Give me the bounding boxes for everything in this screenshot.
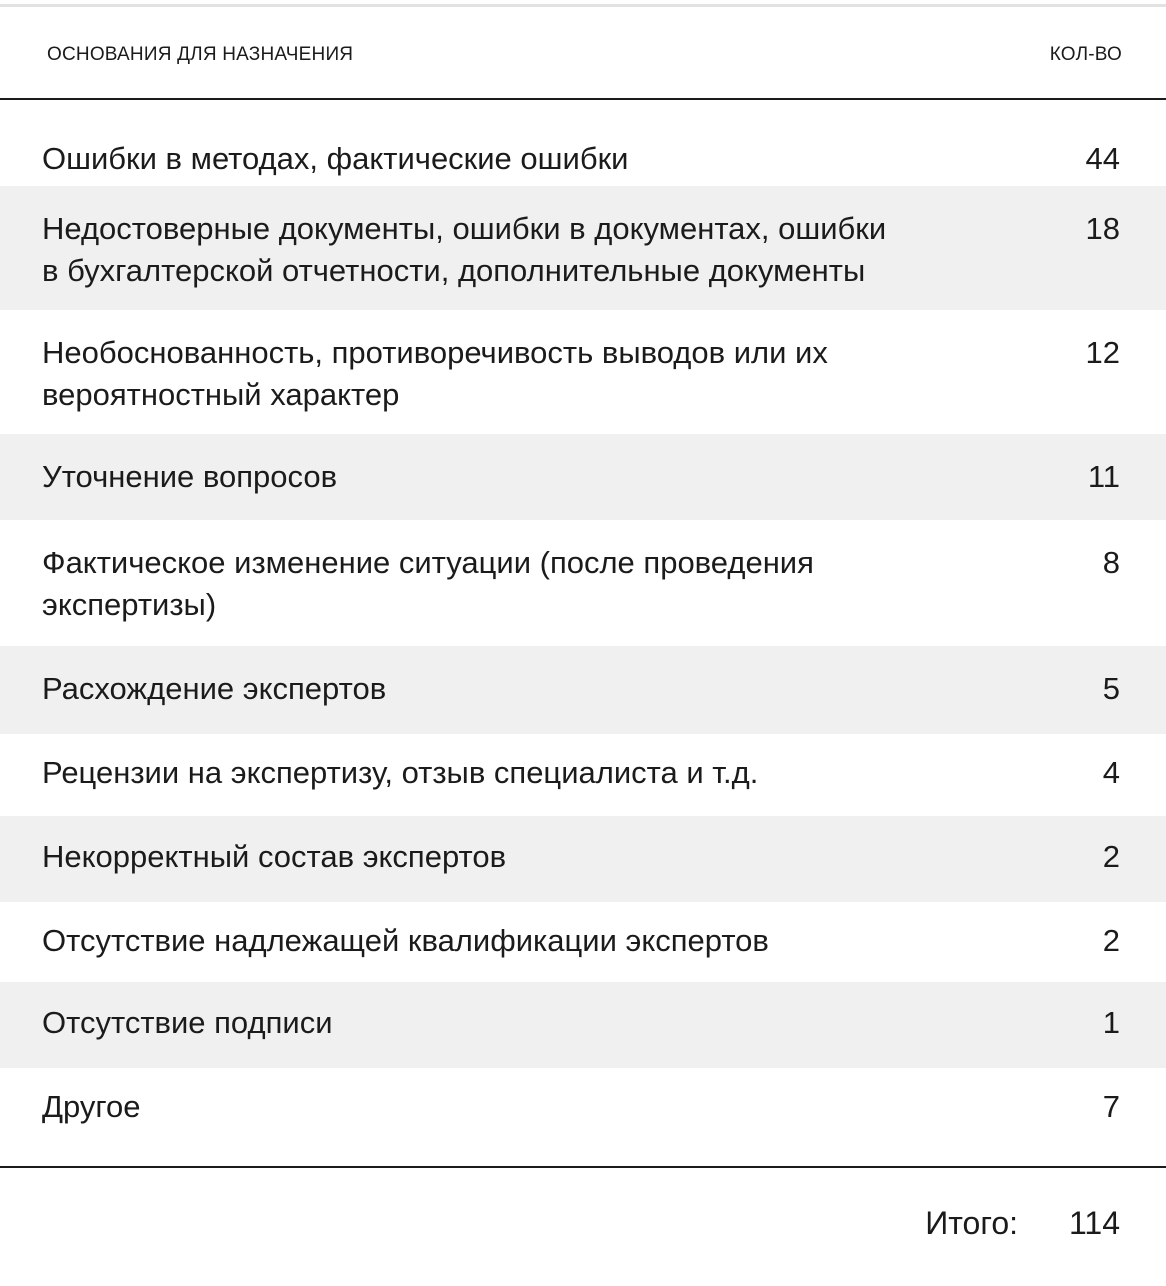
row-reason: Фактическое изменение ситуации (после проведения экспертизы) (42, 545, 814, 622)
table-row (0, 186, 1166, 310)
table-header (0, 0, 1166, 100)
total-label: Итого: (925, 1205, 1018, 1241)
row-reason: Недостоверные документы, ошибки в документах, ошибки в бухгалтерской отчетности, дополнительные документы (42, 211, 887, 288)
table-row (0, 982, 1166, 1068)
row-reason: Ошибки в методах, фактические ошибки (42, 141, 629, 176)
row-count: 5 (1102, 671, 1120, 706)
total-value: 114 (1068, 1205, 1120, 1241)
table-row (0, 310, 1166, 434)
column-header-count: КОЛ-ВО (1049, 44, 1122, 65)
row-count: 18 (1085, 211, 1120, 246)
table-body (0, 102, 1166, 1146)
column-header-reason: ОСНОВАНИЯ ДЛЯ НАЗНАЧЕНИЯ (47, 44, 354, 65)
table-row (0, 734, 1166, 816)
table-row (0, 102, 1166, 186)
table-row (0, 1068, 1166, 1146)
table-row (0, 520, 1166, 646)
row-reason: Отсутствие надлежащей квалификации экспертов (42, 923, 769, 958)
row-reason: Некорректный состав экспертов (42, 839, 507, 874)
table-row (0, 434, 1166, 520)
row-count: 2 (1102, 839, 1120, 874)
row-reason: Расхождение экспертов (42, 671, 387, 706)
row-count: 44 (1085, 141, 1120, 176)
row-count: 4 (1102, 755, 1120, 790)
bottom-divider (0, 1166, 1166, 1168)
row-count: 2 (1102, 923, 1120, 958)
row-reason: Другое (42, 1089, 141, 1124)
row-reason: Уточнение вопросов (42, 459, 338, 494)
table-row (0, 646, 1166, 734)
row-reason: Необоснованность, противоречивость выводов или их вероятностный характер (42, 335, 828, 412)
table-row (0, 816, 1166, 902)
table-row (0, 902, 1166, 982)
row-reason: Отсутствие подписи (42, 1005, 333, 1040)
row-count: 1 (1102, 1005, 1120, 1040)
row-count: 8 (1102, 545, 1120, 580)
row-count: 11 (1087, 459, 1120, 494)
row-count: 12 (1085, 335, 1120, 370)
row-reason: Рецензии на экспертизу, отзыв специалиста и т.д. (42, 755, 759, 790)
row-count: 7 (1102, 1089, 1120, 1124)
